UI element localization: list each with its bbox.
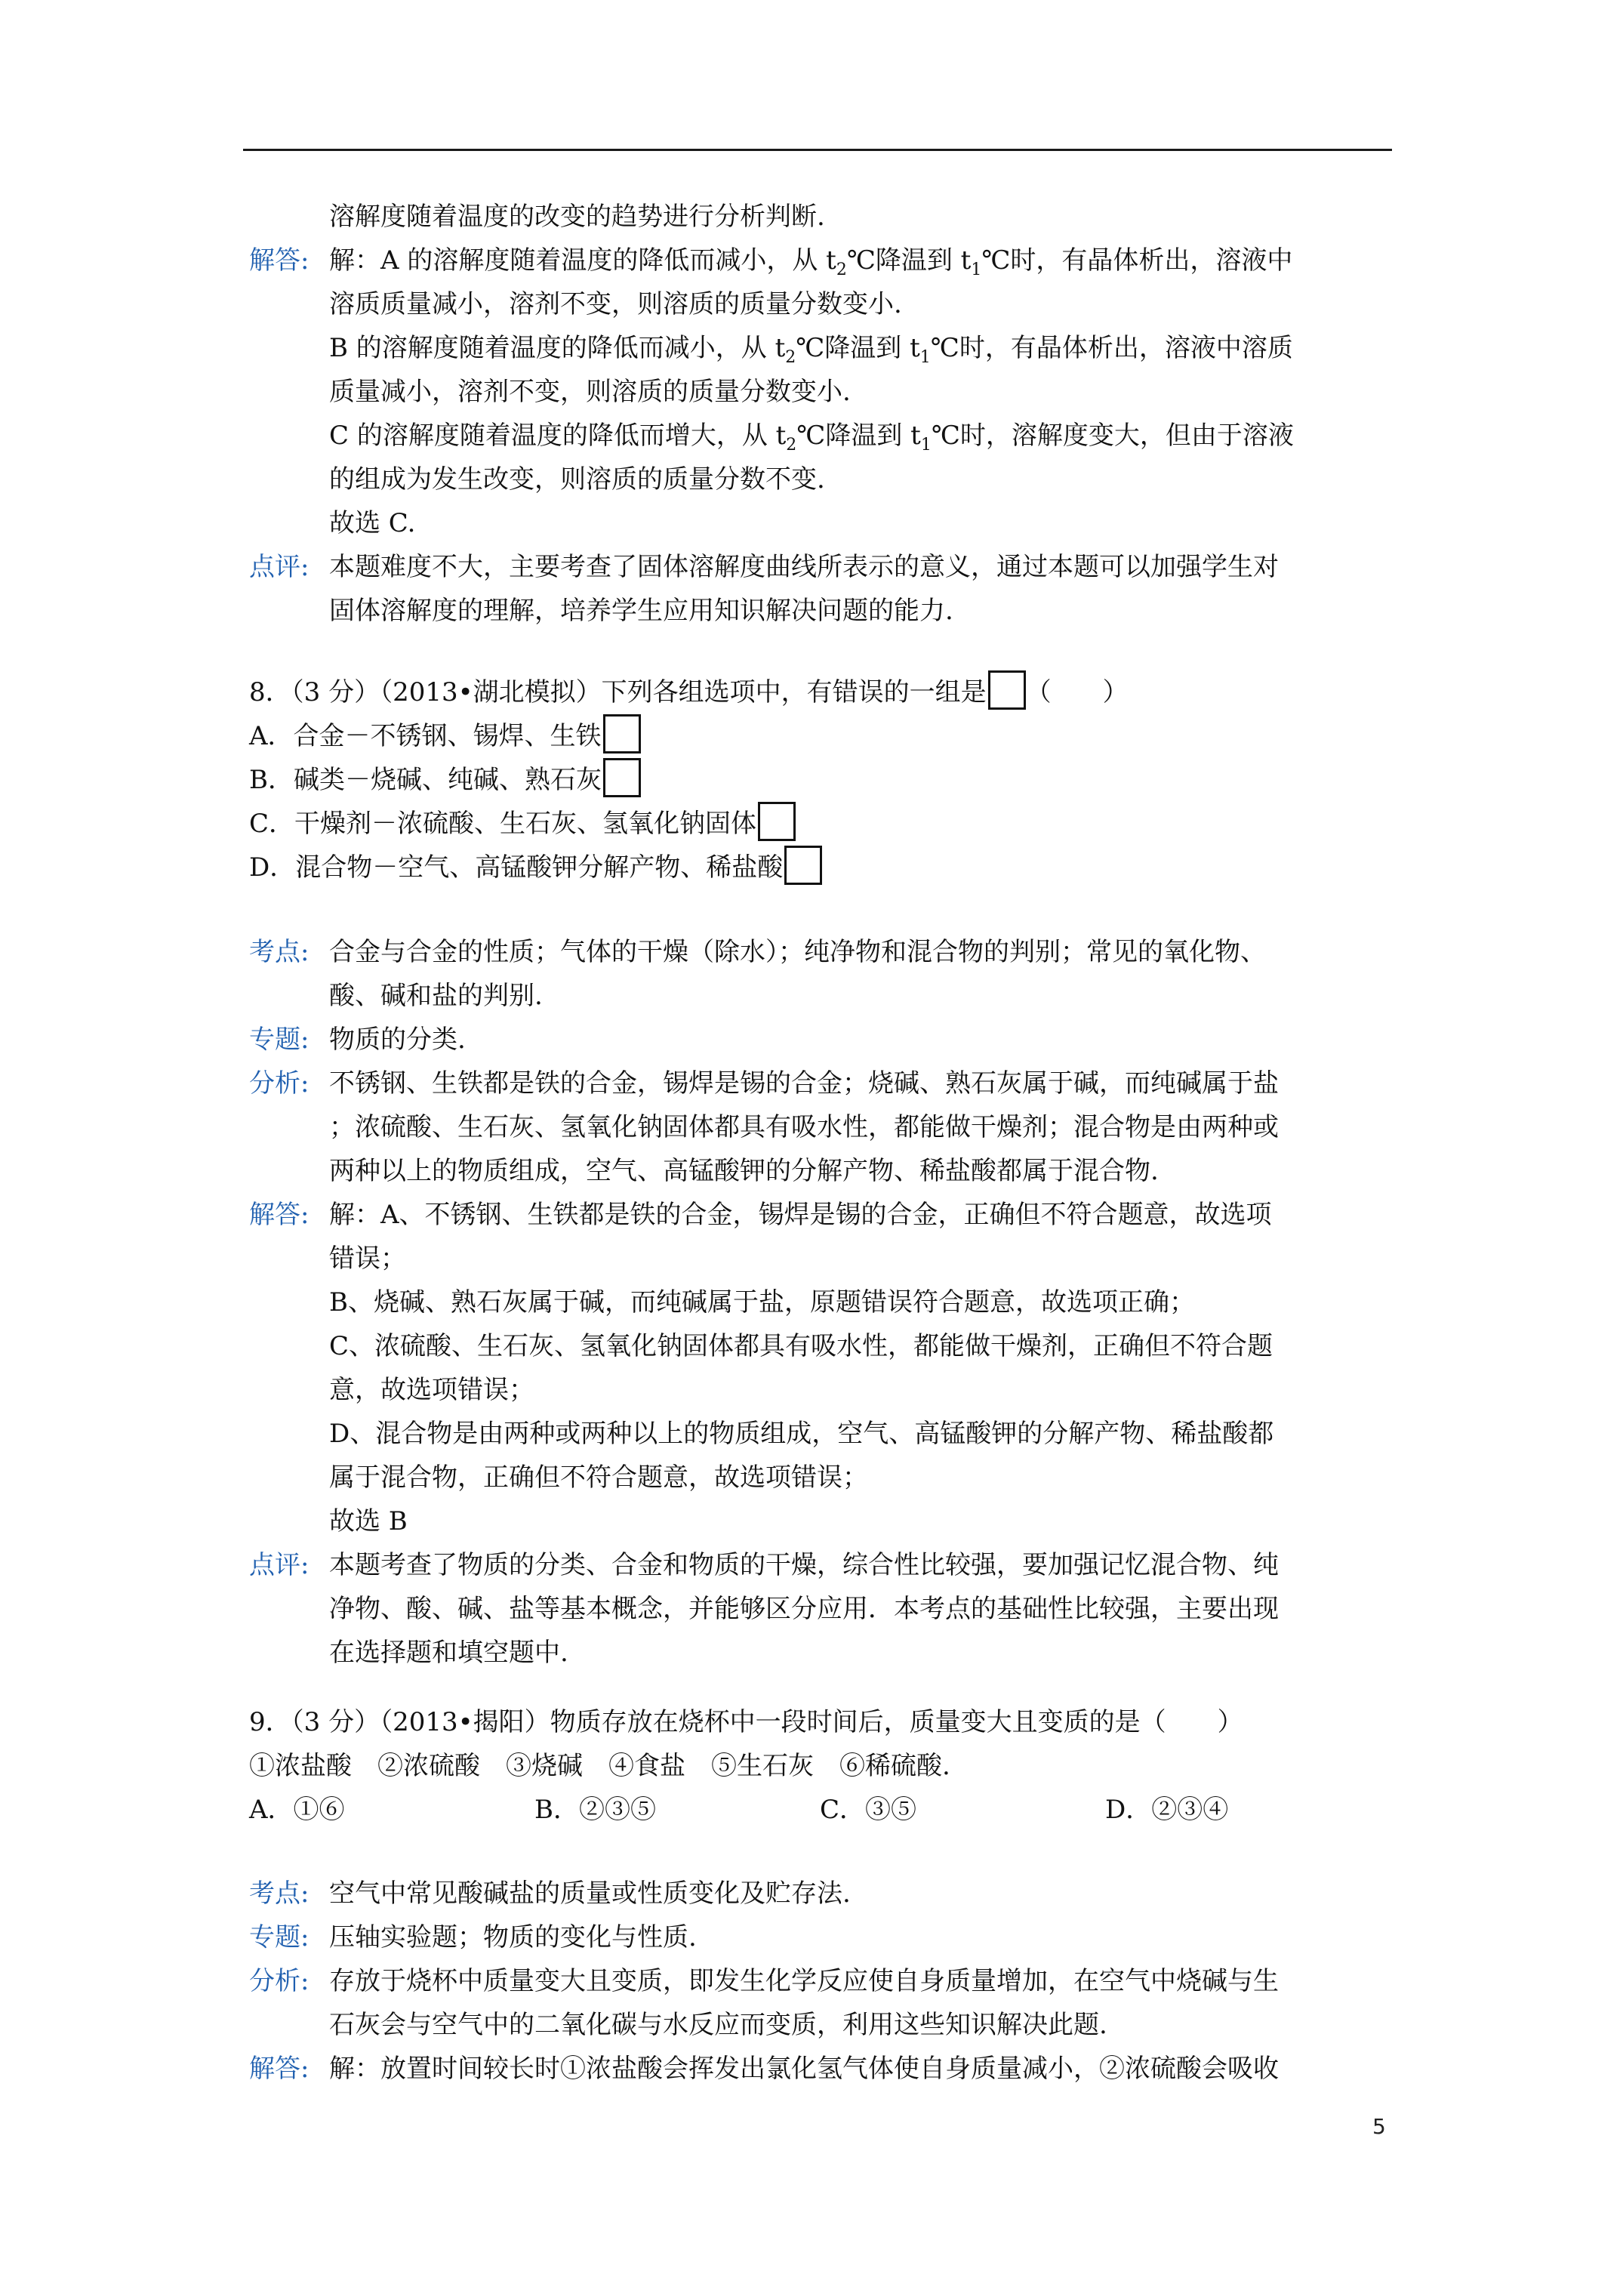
jieda-section — [249, 1193, 1397, 1543]
option-a: A．①⑥ — [249, 1795, 345, 1825]
dianping-line: 在选择题和填空题中. — [329, 1638, 568, 1668]
analysis-continuation: 溶解度随着温度的改变的趋势进行分析判断. — [329, 202, 825, 232]
answer-box — [603, 758, 641, 797]
kaodian-label: 考点: — [249, 937, 310, 967]
question-8-solution — [249, 930, 1397, 1675]
fenxi-line: ；浓硫酸、生石灰、氢氧化钠固体都具有吸水性，都能做干燥剂；混合物是由两种或 — [329, 1112, 1279, 1142]
page-number: 5 — [1372, 2114, 1386, 2139]
option-b: B．碱类－烧碱、纯碱、熟石灰 — [249, 758, 1397, 802]
answer-line: C 的溶解度随着温度的降低而增大，从 $t_2℃$降温到 $t_1℃$时，溶解度变大，但由于溶液 — [329, 421, 1294, 455]
comment-line: 本题难度不大，主要考查了固体溶解度曲线所表示的意义，通过本题可以加强学生对 — [329, 552, 1279, 582]
header-rule — [243, 149, 1392, 151]
kaodian-label: 考点: — [249, 1878, 310, 1909]
jieda-label: 解答: — [249, 2054, 310, 2084]
answer-label: 解答: — [249, 245, 310, 276]
fenxi-label: 分析: — [249, 1068, 310, 1099]
answer-line: 溶质质量减小，溶剂不变，则溶质的质量分数变小. — [329, 289, 902, 319]
answer-section — [249, 239, 1397, 545]
kaodian-line: 酸、碱和盐的判别. — [329, 981, 543, 1011]
kaodian-line: 合金与合金的性质；气体的干燥（除水）；纯净物和混合物的判别；常见的氧化物、 — [329, 937, 1266, 967]
jieda-line: 故选 B — [329, 1506, 408, 1536]
options-row — [249, 1788, 1397, 1832]
zhuanti-section — [249, 1915, 1397, 1959]
dianping-section — [249, 1543, 1397, 1675]
kaodian-section — [249, 1872, 1397, 1915]
answer-box — [758, 802, 796, 841]
option-c: C．干燥剂－浓硫酸、生石灰、氢氧化钠固体 — [249, 802, 1397, 846]
answer-line: 质量减小，溶剂不变，则溶质的质量分数变小. — [329, 377, 851, 407]
answer-line: B 的溶解度随着温度的降低而减小，从 $t_2℃$降温到 $t_1℃$时，有晶体析出，溶液中溶质 — [329, 333, 1293, 367]
answer-line: 解：A 的溶解度随着温度的降低而减小，从 $t_2℃$降温到 $t_1℃$时，有晶体析出，溶液中 — [329, 245, 1293, 279]
dianping-label: 点评: — [249, 1550, 310, 1580]
question-items: ①浓盐酸 ②浓硫酸 ③烧碱 ④食盐 ⑤生石灰 ⑥稀硫酸. — [249, 1751, 950, 1781]
jieda-section — [249, 2047, 1397, 2091]
question-8 — [249, 670, 1397, 889]
fenxi-line: 两种以上的物质组成，空气、高锰酸钾的分解产物、稀盐酸都属于混合物. — [329, 1156, 1159, 1186]
jieda-line: 解：A、不锈钢、生铁都是铁的合金，锡焊是锡的合金，正确但不符合题意，故选项 — [329, 1200, 1272, 1230]
zhuanti-section — [249, 1018, 1397, 1062]
fenxi-line: 不锈钢、生铁都是铁的合金，锡焊是锡的合金；烧碱、熟石灰属于碱，而纯碱属于盐 — [329, 1068, 1279, 1099]
option-c: C．③⑤ — [820, 1795, 917, 1825]
zhuanti-line: 物质的分类. — [329, 1025, 466, 1055]
comment-label: 点评: — [249, 552, 310, 582]
jieda-line: 错误； — [329, 1244, 406, 1274]
fenxi-section — [249, 1062, 1397, 1193]
comment-section — [249, 545, 1397, 633]
question-stem: 9．（3 分）（2013•揭阳）物质存放在烧杯中一段时间后，质量变大且变质的是（ ） — [249, 1707, 1243, 1737]
dianping-line: 本题考查了物质的分类、合金和物质的干燥，综合性比较强，要加强记忆混合物、纯 — [329, 1550, 1279, 1580]
fenxi-line: 存放于烧杯中质量变大且变质，即发生化学反应使自身质量增加，在空气中烧碱与生 — [329, 1966, 1279, 1996]
answer-box — [784, 846, 822, 885]
jieda-line: 属于混合物，正确但不符合题意，故选项错误； — [329, 1462, 868, 1493]
option-d: D．②③④ — [1105, 1795, 1229, 1825]
fenxi-label: 分析: — [249, 1966, 310, 1996]
jieda-line: C、浓硫酸、生石灰、氢氧化钠固体都具有吸水性，都能做干燥剂，正确但不符合题 — [329, 1331, 1273, 1361]
jieda-line: D、混合物是由两种或两种以上的物质组成，空气、高锰酸钾的分解产物、稀盐酸都 — [329, 1419, 1274, 1449]
question-stem: 8．（3 分）（2013•湖北模拟）下列各组选项中，有错误的一组是 （ ） — [249, 670, 1397, 714]
jieda-label: 解答: — [249, 1200, 310, 1230]
question-9-solution — [249, 1872, 1397, 2091]
answer-line: 的组成为发生改变，则溶质的质量分数不变. — [329, 464, 825, 495]
answer-line: 故选 C. — [329, 508, 416, 538]
zhuanti-label: 专题: — [249, 1922, 310, 1952]
zhuanti-line: 压轴实验题；物质的变化与性质. — [329, 1922, 697, 1952]
question-9 — [249, 1700, 1397, 1832]
option-a: A．合金－不锈钢、锡焊、生铁 — [249, 714, 1397, 758]
kaodian-section — [249, 930, 1397, 1018]
fenxi-line: 石灰会与空气中的二氧化碳与水反应而变质，利用这些知识解决此题. — [329, 2010, 1107, 2040]
answer-box — [988, 670, 1026, 710]
zhuanti-label: 专题: — [249, 1025, 310, 1055]
kaodian-line: 空气中常见酸碱盐的质量或性质变化及贮存法. — [329, 1878, 851, 1909]
jieda-line: 解：放置时间较长时①浓盐酸会挥发出氯化氢气体使自身质量减小，②浓硫酸会吸收 — [329, 2054, 1279, 2084]
dianping-line: 净物、酸、碱、盐等基本概念，并能够区分应用．本考点的基础性比较强，主要出现 — [329, 1594, 1279, 1624]
previous-question-tail — [249, 195, 1397, 633]
option-b: B．②③⑤ — [534, 1795, 656, 1825]
jieda-line: B、烧碱、熟石灰属于碱，而纯碱属于盐，原题错误符合题意，故选项正确； — [329, 1287, 1195, 1318]
answer-box — [603, 714, 641, 754]
option-d: D．混合物－空气、高锰酸钾分解产物、稀盐酸 — [249, 846, 1397, 889]
jieda-line: 意，故选项错误； — [329, 1375, 534, 1405]
comment-line: 固体溶解度的理解，培养学生应用知识解决问题的能力. — [329, 596, 953, 626]
fenxi-section — [249, 1959, 1397, 2047]
